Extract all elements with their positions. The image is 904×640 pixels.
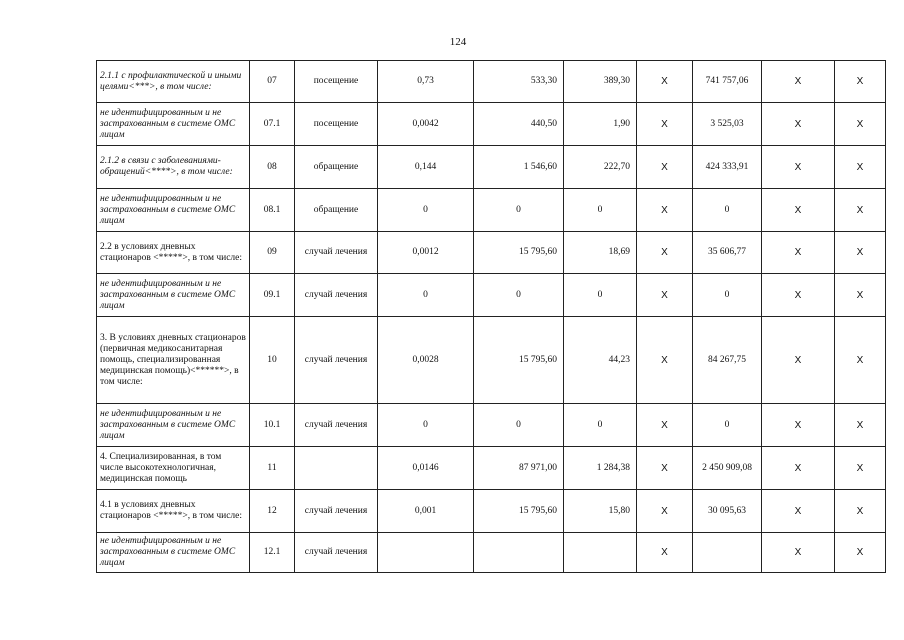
row-value-7: Х bbox=[835, 146, 886, 189]
row-name: не идентифицированным и не застрахованным в системе ОМС лицам bbox=[97, 274, 250, 317]
table-row bbox=[97, 447, 886, 490]
row-value-5: 424 333,91 bbox=[693, 146, 762, 189]
row-value-5: 35 606,77 bbox=[693, 232, 762, 274]
row-value-6: Х bbox=[762, 447, 835, 490]
row-code: 08.1 bbox=[250, 189, 295, 232]
row-value-1: 0,0042 bbox=[378, 103, 474, 146]
page-number: 124 bbox=[449, 36, 467, 48]
row-value-1: 0 bbox=[378, 189, 474, 232]
row-value-3: 0 bbox=[564, 274, 637, 317]
table-row bbox=[97, 274, 886, 317]
row-unit: посещение bbox=[295, 103, 378, 146]
row-value-4: Х bbox=[637, 189, 693, 232]
row-value-6: Х bbox=[762, 317, 835, 404]
table-row bbox=[97, 232, 886, 274]
row-value-6: Х bbox=[762, 61, 835, 103]
row-name: 2.2 в условиях дневных стационаров <*****>, в том числе: bbox=[97, 232, 250, 274]
row-value-6: Х bbox=[762, 274, 835, 317]
table-row bbox=[97, 533, 886, 573]
row-value-2: 0 bbox=[474, 189, 564, 232]
row-value-4: Х bbox=[637, 404, 693, 447]
row-code: 12 bbox=[250, 490, 295, 533]
row-value-5: 84 267,75 bbox=[693, 317, 762, 404]
row-value-3: 0 bbox=[564, 189, 637, 232]
row-value-4: Х bbox=[637, 274, 693, 317]
row-unit bbox=[295, 447, 378, 490]
table-row bbox=[97, 103, 886, 146]
row-value-3 bbox=[564, 533, 637, 573]
row-value-4: Х bbox=[637, 533, 693, 573]
row-value-3: 18,69 bbox=[564, 232, 637, 274]
row-value-7: Х bbox=[835, 490, 886, 533]
row-value-3: 1 284,38 bbox=[564, 447, 637, 490]
row-name: не идентифицированным и не застрахованным в системе ОМС лицам bbox=[97, 103, 250, 146]
row-value-7: Х bbox=[835, 533, 886, 573]
row-value-2: 15 795,60 bbox=[474, 232, 564, 274]
row-value-5: 741 757,06 bbox=[693, 61, 762, 103]
row-value-4: Х bbox=[637, 490, 693, 533]
row-code: 11 bbox=[250, 447, 295, 490]
row-value-4: Х bbox=[637, 103, 693, 146]
row-code: 07 bbox=[250, 61, 295, 103]
row-name: 3. В условиях дневных стационаров (первичная медикосанитарная помощь, специализированная медицинская помощь)<******>, в том числе: bbox=[97, 317, 250, 404]
row-code: 10 bbox=[250, 317, 295, 404]
row-name: не идентифицированным и не застрахованным в системе ОМС лицам bbox=[97, 404, 250, 447]
row-value-7: Х bbox=[835, 274, 886, 317]
row-name: 2.1.1 с профилактической и иными целями<***>, в том числе: bbox=[97, 61, 250, 103]
row-value-2: 533,30 bbox=[474, 61, 564, 103]
row-value-4: Х bbox=[637, 146, 693, 189]
row-value-7: Х bbox=[835, 103, 886, 146]
row-value-1: 0,001 bbox=[378, 490, 474, 533]
row-value-1: 0 bbox=[378, 274, 474, 317]
row-value-3: 15,80 bbox=[564, 490, 637, 533]
row-value-7: Х bbox=[835, 232, 886, 274]
row-value-2: 1 546,60 bbox=[474, 146, 564, 189]
row-unit: случай лечения bbox=[295, 490, 378, 533]
row-unit: обращение bbox=[295, 189, 378, 232]
row-value-3: 222,70 bbox=[564, 146, 637, 189]
row-value-3: 0 bbox=[564, 404, 637, 447]
table-row bbox=[97, 404, 886, 447]
row-value-2: 0 bbox=[474, 274, 564, 317]
row-value-2: 15 795,60 bbox=[474, 317, 564, 404]
row-value-2: 440,50 bbox=[474, 103, 564, 146]
row-value-4: Х bbox=[637, 232, 693, 274]
row-value-6: Х bbox=[762, 146, 835, 189]
row-value-4: Х bbox=[637, 61, 693, 103]
row-value-7: Х bbox=[835, 317, 886, 404]
table-row bbox=[97, 317, 886, 404]
row-unit: обращение bbox=[295, 146, 378, 189]
row-unit: случай лечения bbox=[295, 404, 378, 447]
row-code: 07.1 bbox=[250, 103, 295, 146]
row-value-1: 0,0028 bbox=[378, 317, 474, 404]
row-value-5: 0 bbox=[693, 404, 762, 447]
row-value-1: 0,0146 bbox=[378, 447, 474, 490]
row-value-7: Х bbox=[835, 61, 886, 103]
row-value-5 bbox=[693, 533, 762, 573]
row-value-2: 0 bbox=[474, 404, 564, 447]
row-code: 12.1 bbox=[250, 533, 295, 573]
row-value-2 bbox=[474, 533, 564, 573]
row-value-1 bbox=[378, 533, 474, 573]
row-code: 10.1 bbox=[250, 404, 295, 447]
row-value-5: 3 525,03 bbox=[693, 103, 762, 146]
row-value-6: Х bbox=[762, 404, 835, 447]
row-name: 4. Специализированная, в том числе высокотехнологичная, медицинская помощь bbox=[97, 447, 250, 490]
row-code: 08 bbox=[250, 146, 295, 189]
row-value-1: 0 bbox=[378, 404, 474, 447]
row-value-3: 44,23 bbox=[564, 317, 637, 404]
row-name: 2.1.2 в связи с заболеваниями-обращений<****>, в том числе: bbox=[97, 146, 250, 189]
row-value-7: Х bbox=[835, 189, 886, 232]
row-unit: случай лечения bbox=[295, 317, 378, 404]
row-unit: случай лечения bbox=[295, 533, 378, 573]
row-value-1: 0,0012 bbox=[378, 232, 474, 274]
row-code: 09.1 bbox=[250, 274, 295, 317]
row-value-5: 2 450 909,08 bbox=[693, 447, 762, 490]
row-value-6: Х bbox=[762, 189, 835, 232]
row-name: 4.1 в условиях дневных стационаров <*****>, в том числе: bbox=[97, 490, 250, 533]
row-value-2: 15 795,60 bbox=[474, 490, 564, 533]
table-body bbox=[97, 61, 886, 573]
table-row bbox=[97, 490, 886, 533]
row-value-1: 0,144 bbox=[378, 146, 474, 189]
row-value-3: 1,90 bbox=[564, 103, 637, 146]
row-value-6: Х bbox=[762, 103, 835, 146]
row-unit: случай лечения bbox=[295, 232, 378, 274]
table-row bbox=[97, 61, 886, 103]
data-table bbox=[96, 60, 886, 573]
row-name: не идентифицированным и не застрахованным в системе ОМС лицам bbox=[97, 533, 250, 573]
table-row bbox=[97, 189, 886, 232]
row-value-6: Х bbox=[762, 232, 835, 274]
row-value-5: 30 095,63 bbox=[693, 490, 762, 533]
row-value-7: Х bbox=[835, 447, 886, 490]
row-value-6: Х bbox=[762, 490, 835, 533]
row-value-4: Х bbox=[637, 447, 693, 490]
row-value-1: 0,73 bbox=[378, 61, 474, 103]
row-value-5: 0 bbox=[693, 189, 762, 232]
row-name: не идентифицированным и не застрахованным в системе ОМС лицам bbox=[97, 189, 250, 232]
row-value-7: Х bbox=[835, 404, 886, 447]
row-code: 09 bbox=[250, 232, 295, 274]
row-value-4: Х bbox=[637, 317, 693, 404]
row-value-6: Х bbox=[762, 533, 835, 573]
row-value-3: 389,30 bbox=[564, 61, 637, 103]
row-value-5: 0 bbox=[693, 274, 762, 317]
table-row bbox=[97, 146, 886, 189]
row-unit: посещение bbox=[295, 61, 378, 103]
row-unit: случай лечения bbox=[295, 274, 378, 317]
row-value-2: 87 971,00 bbox=[474, 447, 564, 490]
